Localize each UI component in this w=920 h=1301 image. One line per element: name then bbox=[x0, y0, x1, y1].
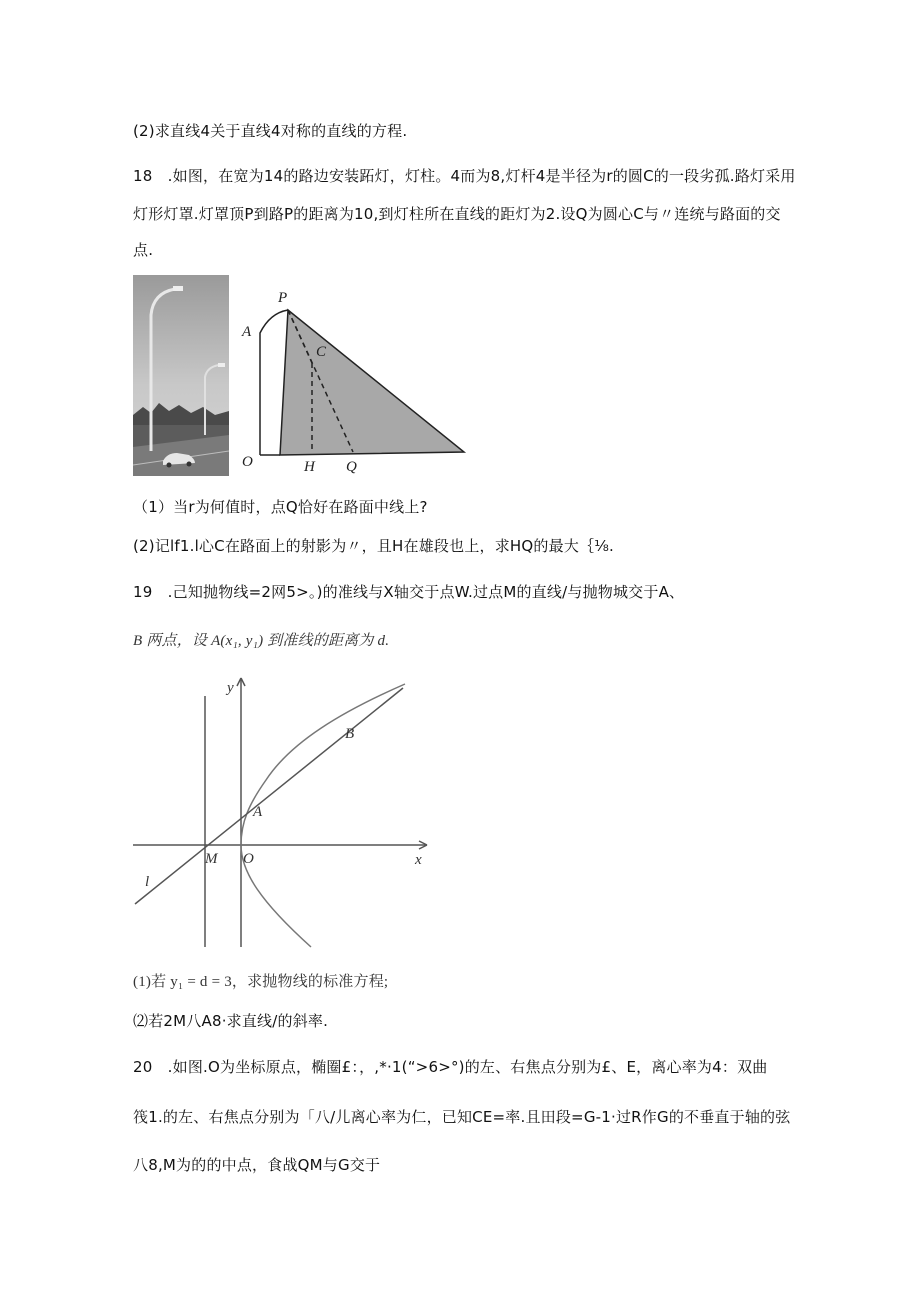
q18-part1: （1）当r为何值时，点Q恰好在路面中线上? bbox=[133, 498, 428, 516]
label-M: M bbox=[205, 851, 218, 867]
street-lamp-photo bbox=[133, 275, 229, 476]
label-O: O bbox=[242, 454, 253, 470]
label-l: l bbox=[145, 874, 150, 890]
q19-stem-line2: B 两点，设 A(x₁, y₁) 到准线的距离为 d. bbox=[133, 633, 390, 649]
q18-stem-line3: 点. bbox=[133, 241, 154, 259]
q17-part2: (2)求直线4关于直线4对称的直线的方程. bbox=[133, 122, 408, 140]
label-P: P bbox=[278, 290, 288, 306]
q18-stem-line2: 灯形灯罩.灯罩顶P到路P的距离为10,到灯柱所在直线的距灯为2.设Q为圆心C与〃连统与路面的交 bbox=[133, 205, 781, 223]
label-C: C bbox=[316, 344, 327, 360]
label-Q: Q bbox=[346, 459, 357, 475]
q20-stem-line2: 筏1.的左、右焦点分别为「八/儿离心率为仁，已知CE=率.且田段=G-1·过R作G的不垂直于轴的弦 bbox=[133, 1108, 791, 1126]
label-H: H bbox=[304, 459, 315, 475]
label-A: A bbox=[242, 324, 252, 340]
q18-stem-line1: 18 .如图，在宽为14的路边安装跖灯，灯柱。4而为8,灯杆4是半径为r的圆C的一段劣孤.路灯采用 bbox=[133, 167, 796, 185]
label-y: y bbox=[227, 680, 234, 696]
label-B: B bbox=[345, 726, 355, 742]
q18-geometry-figure bbox=[236, 285, 472, 481]
label-O-parabola: O bbox=[243, 851, 254, 867]
q19-stem-line1: 19 .己知抛物线=2网5>。)的准线与X轴交于点W.过点M的直线/与抛物城交于A、 bbox=[133, 583, 685, 601]
label-x: x bbox=[415, 852, 422, 868]
q20-stem-line3: 八8,M为的的中点，食战QM与G交于 bbox=[133, 1156, 381, 1174]
q19-parabola-figure bbox=[131, 672, 431, 956]
q19-part2: ⑵若2M八A8·求直线/的斜率. bbox=[133, 1012, 329, 1030]
q18-part2: (2)记lf1.l心C在路面上的射影为〃，且H在雄段也上，求HQ的最大｛⅛. bbox=[133, 537, 614, 555]
q20-stem-line1: 20 .如图.O为坐标原点，椭圈£：，,*·1(“>6>°)的左、右焦点分别为£、E，离心率为4：双曲 bbox=[133, 1058, 768, 1076]
label-A-parabola: A bbox=[253, 804, 263, 820]
q19-part1: (1)若 y₁ = d = 3，求抛物线的标准方程; bbox=[133, 974, 389, 990]
